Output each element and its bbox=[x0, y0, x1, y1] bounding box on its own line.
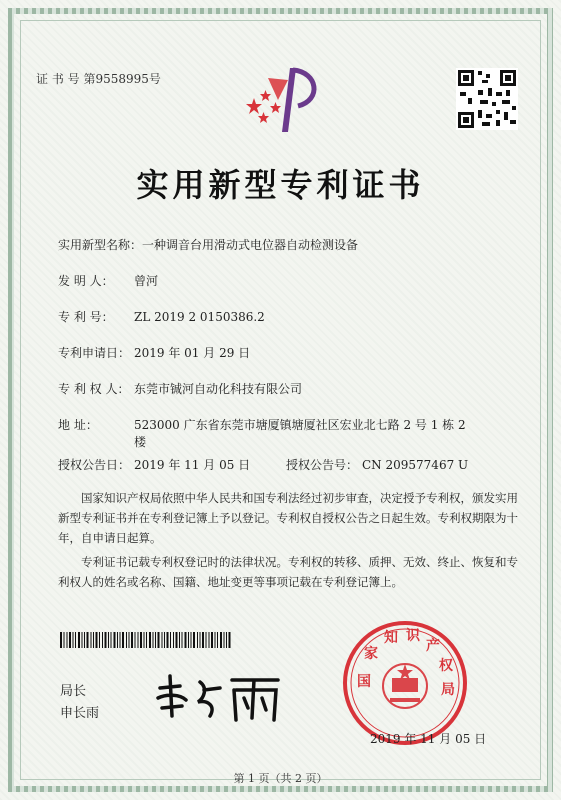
seal-char-3: 知 bbox=[384, 630, 398, 646]
patent-office-emblem-icon bbox=[238, 60, 328, 140]
grant-number-value: CN 209577467 U bbox=[362, 458, 469, 472]
address-value-line1: 523000 广东省东莞市塘厦镇塘厦社区宏业北七路 2 号 1 栋 2 bbox=[134, 418, 466, 432]
grant-date-value: 2019 年 11 月 05 日 bbox=[134, 458, 251, 472]
seal-char-2: 家 bbox=[364, 646, 378, 662]
address-row bbox=[58, 416, 466, 433]
seal-char-1: 国 bbox=[357, 674, 371, 690]
grant-date-row bbox=[58, 456, 250, 473]
barcode-icon bbox=[60, 632, 234, 648]
director-name: 申长雨 bbox=[60, 705, 100, 720]
patentee-row bbox=[58, 380, 302, 397]
filing-date-row bbox=[58, 344, 250, 361]
patent-number-value: ZL 2019 2 0150386.2 bbox=[134, 310, 265, 324]
director-title: 局长 bbox=[60, 683, 87, 698]
qr-code-icon bbox=[456, 68, 518, 130]
patent-number-row bbox=[58, 308, 265, 325]
seal-date: 2019 年 11 月 05 日 bbox=[370, 732, 487, 746]
certificate-number: 证 书 号 第9558995号 bbox=[36, 72, 161, 86]
inventor-value: 曾河 bbox=[134, 274, 159, 288]
seal-char-6: 权 bbox=[439, 658, 453, 674]
certificate-title: 实用新型专利证书 bbox=[136, 166, 425, 204]
grant-statement-paragraph: 国家知识产权局依照中华人民共和国专利法经过初步审查，决定授予专利权，颁发实用新型专利证书并在专利登记簿上予以登记。专利权自授权公告之日起生效。专利权期限为十年，自申请日起算。 bbox=[58, 491, 518, 545]
patentee-label: 专 利 权 人： bbox=[58, 382, 130, 396]
page-number: 第 1 页（共 2 页） bbox=[233, 772, 328, 785]
grant-date-label: 授权公告日： bbox=[58, 458, 131, 472]
official-seal bbox=[340, 618, 470, 748]
grant-number-label: 授权公告号： bbox=[286, 458, 359, 472]
filing-date-label: 专利申请日： bbox=[58, 346, 131, 360]
inventor-row bbox=[58, 272, 158, 289]
name-label: 实用新型名称： bbox=[58, 238, 143, 252]
name-row bbox=[58, 236, 358, 253]
inventor-label: 发 明 人： bbox=[58, 274, 114, 288]
seal-char-4: 识 bbox=[406, 628, 420, 644]
address-label: 地 址： bbox=[58, 418, 98, 432]
seal-char-7: 局 bbox=[441, 682, 455, 698]
grant-number-row bbox=[286, 456, 468, 473]
legal-status-paragraph: 专利证书记载专利权登记时的法律状况。专利权的转移、质押、无效、终止、恢复和专利权人的姓名或名称、国籍、地址变更等事项记载在专利登记簿上。 bbox=[58, 555, 518, 589]
name-value: 一种调音台用滑动式电位器自动检测设备 bbox=[142, 238, 359, 252]
patentee-value: 东莞市铖河自动化科技有限公司 bbox=[134, 382, 303, 396]
filing-date-value: 2019 年 01 月 29 日 bbox=[134, 346, 251, 360]
address-value-line2: 楼 bbox=[134, 435, 147, 449]
seal-char-5: 产 bbox=[426, 638, 440, 654]
patent-number-label: 专 利 号： bbox=[58, 310, 114, 324]
director-signature bbox=[150, 668, 290, 726]
